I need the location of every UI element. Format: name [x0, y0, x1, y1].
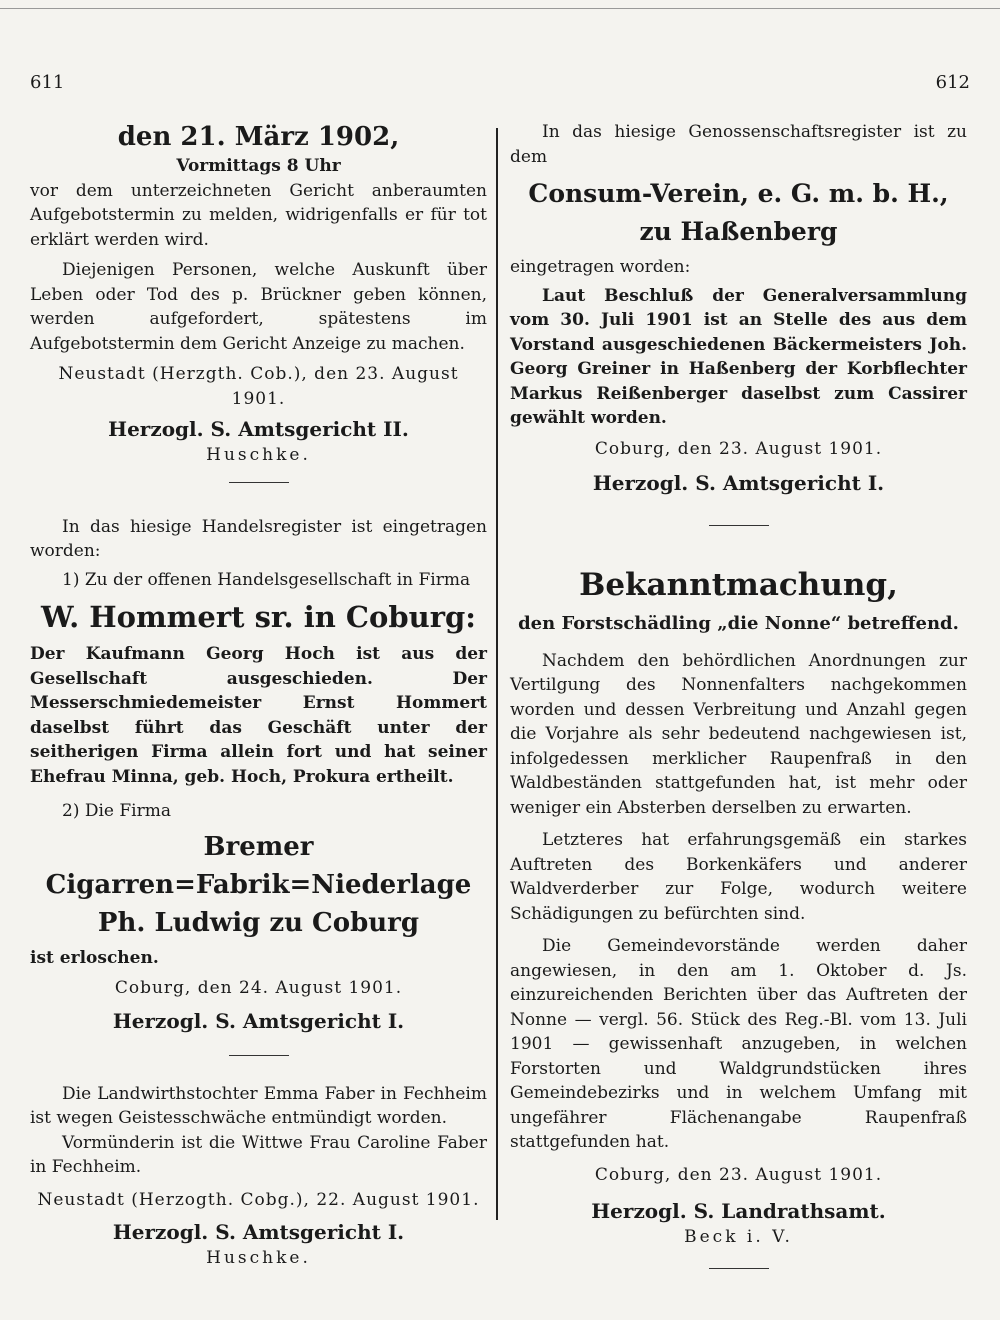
column-divider — [496, 128, 498, 1220]
section-separator — [709, 1268, 769, 1269]
announcement-title: Bekanntmachung, — [579, 567, 898, 603]
top-border-line — [0, 8, 1000, 9]
date-heading: den 21. März 1902, — [117, 122, 400, 152]
notice-paragraph: Die Landwirthstochter Emma Faber in Fechheim ist wegen Geistesschwäche entmündigt worden. — [30, 1083, 487, 1128]
right-column — [510, 120, 967, 1269]
notice-paragraph: Diejenigen Personen, welche Auskunft über Leben oder Tod des p. Brückner geben können, werden aufgefordert, spätestens im Aufgebotstermin dem Gericht Anzeige zu machen. — [30, 260, 487, 354]
court-signature: Herzogl. S. Amtsgericht I. — [112, 1220, 405, 1244]
cooperative-name: Consum-Verein, e. G. m. b. H., zu Haßenberg — [528, 179, 949, 246]
notice-paragraph: vor dem unterzeichneten Gericht anberaumten Aufgebotstermin zu melden, widrigenfalls er für tot erklärt werden wird. — [30, 180, 487, 250]
notice-paragraph: eingetragen worden: — [510, 257, 691, 277]
firm-name: W. Hommert sr. in Coburg: — [41, 600, 476, 634]
left-column — [30, 120, 487, 1271]
office-signature: Herzogl. S. Landrathsamt. — [591, 1199, 886, 1223]
firm-name: Ph. Ludwig zu Coburg — [97, 907, 420, 938]
place-date: Coburg, den 23. August 1901. — [594, 1164, 883, 1185]
signatory: Huschke. — [206, 1248, 311, 1268]
notice-paragraph: Der Kaufmann Georg Hoch ist aus der Gesellschaft ausgeschieden. Der Messerschmiedemeister Ernst Hommert daselbst führt das Geschäft unter der seitherigen Firma allein fort und hat seiner Ehefrau Minna, geb. Hoch, Prokura ertheilt. — [30, 644, 487, 787]
notice-paragraph: Die Gemeindevorstände werden daher angewiesen, in den am 1. Oktober d. Js. einzureichenden Berichten über das Auftreten der Nonne — vergl. 56. Stück des Reg.-Bl. vom 13. Juli 1901 — gewissenhaft anzugeben, in welchen Forstorten und Waldgrundstücken ihres Gemeindebezirks und in welchem Umfang mit ungefährer Flächenangabe Raupenfraß stattgefunden hat. — [510, 936, 967, 1152]
notice-paragraph: Vormünderin ist die Wittwe Frau Caroline Faber in Fechheim. — [30, 1132, 487, 1177]
page-number-left: 611 — [30, 72, 65, 93]
signatory: Huschke. — [206, 445, 311, 465]
court-signature: Herzogl. S. Amtsgericht I. — [112, 1008, 405, 1033]
notice-paragraph: In das hiesige Genossenschaftsregister ist zu dem — [510, 122, 967, 167]
court-signature: Herzogl. S. Amtsgericht II. — [108, 417, 409, 441]
place-date: Coburg, den 23. August 1901. — [594, 438, 883, 459]
time-heading: Vormittags 8 Uhr — [176, 156, 341, 176]
notice-paragraph: Letzteres hat erfahrungsgemäß ein starkes Auftreten des Borkenkäfers und anderer Waldverderber zur Folge, wodurch weitere Schädigungen zu befürchten sind. — [510, 830, 967, 924]
signatory: Beck i. V. — [684, 1227, 793, 1247]
notice-paragraph: ist erloschen. — [30, 947, 159, 968]
place-date: Coburg, den 24. August 1901. — [114, 978, 403, 998]
announcement-subtitle: den Forstschädling „die Nonne“ betreffend. — [518, 613, 959, 634]
notice-paragraph: Laut Beschluß der Generalversammlung vom 30. Juli 1901 ist an Stelle des aus dem Vorstand ausgeschiedenen Bäckermeisters Joh. Georg Greiner in Haßenberg der Korbflechter Markus Reißenberger daselbst zum Cassirer gewählt worden. — [510, 285, 967, 428]
notice-item: 2) Die Firma — [62, 801, 171, 821]
court-signature: Herzogl. S. Amtsgericht I. — [592, 471, 885, 495]
place-date: Neustadt (Herzogth. Cobg.), 22. August 1901. — [37, 1189, 480, 1210]
notice-paragraph: In das hiesige Handelsregister ist eingetragen worden: — [30, 516, 487, 561]
notice-item: 1) Zu der offenen Handelsgesellschaft in Firma — [62, 569, 471, 590]
firm-name: Bremer Cigarren=Fabrik=Niederlage — [45, 831, 472, 900]
page-number-right: 612 — [935, 72, 970, 93]
place-date: Neustadt (Herzgth. Cob.), den 23. August 1901. — [58, 364, 459, 409]
notice-paragraph: Nachdem den behördlichen Anordnungen zur Vertilgung des Nonnenfalters nachgekommen worden und dessen Verbreitung und Anzahl gegen die Vorjahre als sehr bedeutend nachgewiesen ist, infolgedessen merklicher Raupenfraß in den Waldbeständen stattgefunden hat, ist mehr oder weniger ein Absterben derselben zu erwarten. — [510, 650, 967, 818]
